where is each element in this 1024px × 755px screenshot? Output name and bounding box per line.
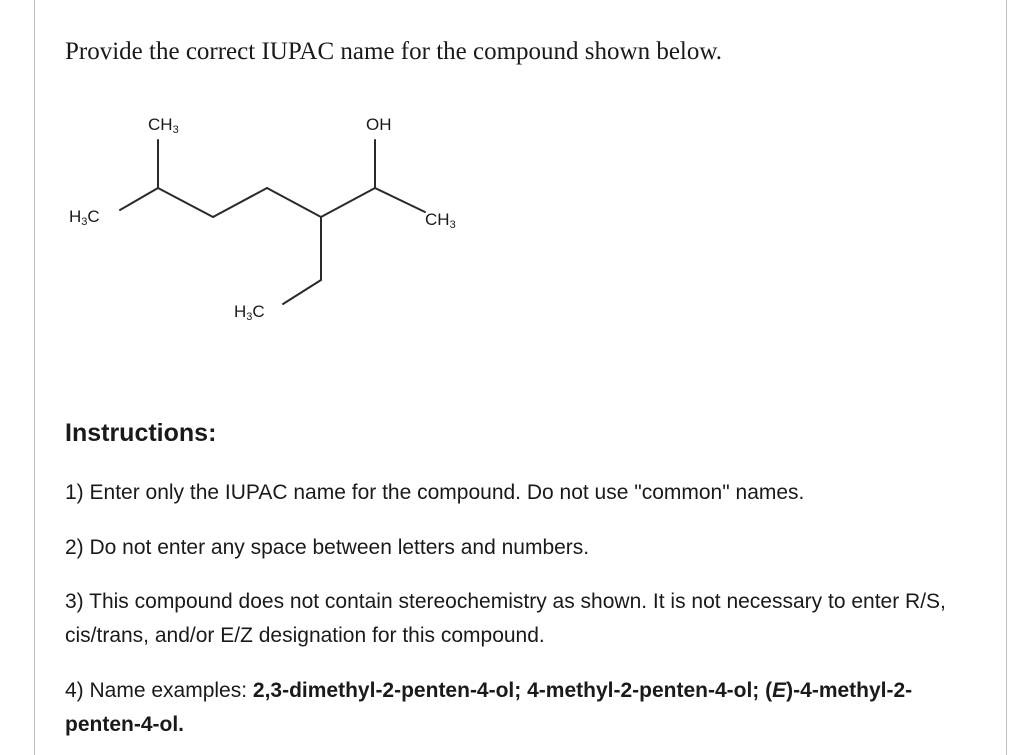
question-text: Provide the correct IUPAC name for the compound shown below. (65, 38, 723, 65)
label-oh: OH (366, 115, 392, 134)
label-top-ch3: CH3 (148, 115, 179, 136)
label-left-h3c: H3C (69, 207, 100, 228)
bond-c3-c4 (213, 188, 267, 217)
label-bottom-h3c: H3C (234, 302, 265, 323)
label-right-ch3: CH3 (425, 210, 456, 231)
bond-c4-c5 (267, 188, 321, 217)
left-border (34, 0, 35, 755)
right-border (1006, 0, 1007, 755)
example-2: 4-methyl-2-penten-4-ol; (527, 679, 760, 702)
instruction-item-3: 3) This compound does not contain stereochemistry as shown. It is not necessary to enter R/S, cis/trans, and/or E/Z designation for this compound. (65, 590, 946, 647)
example-3: (E)-4-methyl-2-penten-4-ol. (65, 679, 913, 736)
bond-left-methyl (120, 188, 158, 210)
instruction-item-4 (65, 674, 975, 742)
bond-c7-methyl (283, 280, 321, 304)
examples-prefix: 4) Name examples: (65, 679, 253, 702)
bond-c6-methyl (375, 188, 425, 212)
instructions-heading: Instructions: (65, 419, 217, 447)
bond-c2-c3 (158, 188, 213, 217)
bond-c5-c6 (321, 188, 375, 217)
example-1: 2,3-dimethyl-2-penten-4-ol; (252, 679, 522, 702)
chemical-structure (55, 100, 495, 340)
instruction-item-1: 1) Enter only the IUPAC name for the compound. Do not use "common" names. (65, 481, 805, 504)
instruction-item-2: 2) Do not enter any space between letters and numbers. (65, 536, 590, 559)
